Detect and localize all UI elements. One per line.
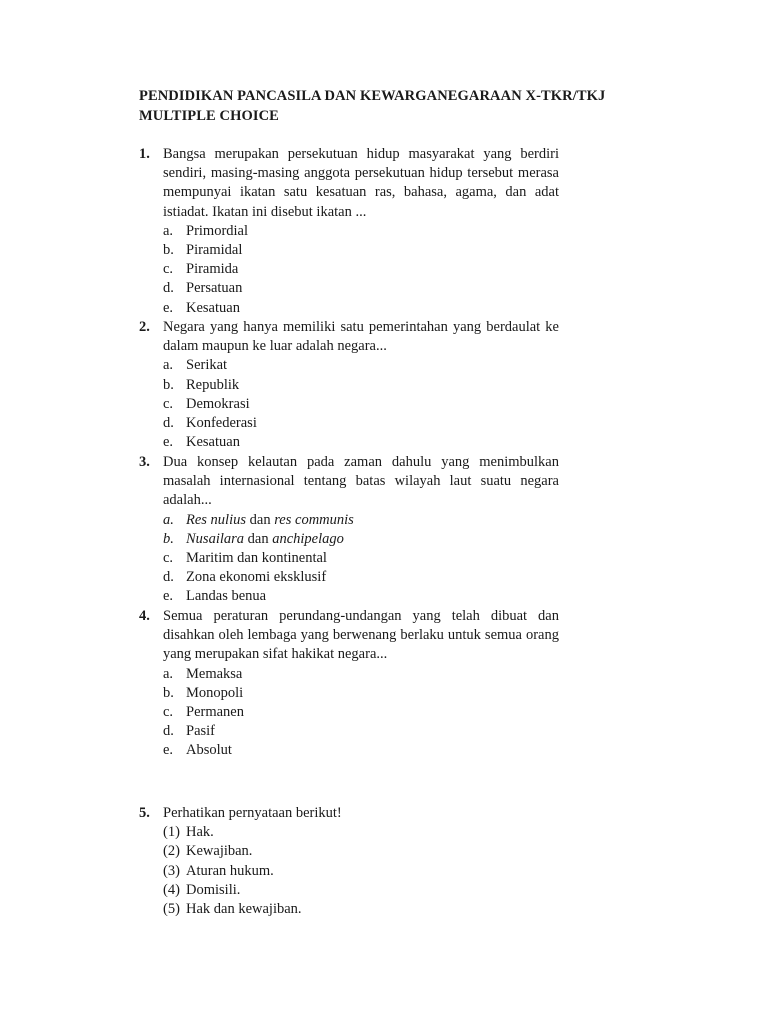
- option-c: [139, 260, 559, 279]
- option-text: Konfederasi: [186, 414, 257, 431]
- option-letter: c.: [163, 261, 174, 278]
- option-text: Landas benua: [186, 588, 267, 605]
- document-title: [139, 86, 659, 126]
- option-c: [139, 395, 559, 414]
- option-text: Persatuan: [186, 280, 243, 297]
- option-letter: e.: [163, 742, 174, 759]
- option-d: [139, 279, 559, 298]
- option-b: [139, 241, 559, 260]
- statement-text: Aturan hukum.: [186, 862, 274, 879]
- statement-1: [139, 823, 559, 842]
- statement-4: [139, 881, 559, 900]
- option-letter: b.: [163, 376, 174, 393]
- statement-text: Hak.: [186, 824, 214, 841]
- option-letter: a.: [163, 511, 174, 528]
- option-letter: d.: [163, 280, 174, 297]
- option-text: Primordial: [186, 222, 249, 239]
- statement-text: Kewajiban.: [186, 843, 253, 860]
- statement-2: [139, 842, 559, 861]
- question-number: 3.: [139, 454, 150, 470]
- option-text: Republik: [186, 376, 240, 393]
- statement-text: Hak dan kewajiban.: [186, 900, 302, 917]
- option-list: [139, 665, 559, 761]
- question-2: [139, 318, 559, 452]
- option-text: Permanen: [186, 703, 244, 720]
- option-b: [139, 684, 559, 703]
- option-text: Absolut: [186, 742, 232, 759]
- option-letter: d.: [163, 569, 174, 586]
- option-text: Zona ekonomi eksklusif: [186, 569, 327, 586]
- question-text: Semua peraturan perundang-undangan yang telah dibuat dan disahkan oleh lembaga yang berwenang berlaku untuk semua orang yang merupakan sifat hakikat negara...: [163, 608, 559, 663]
- option-text: Pasif: [186, 723, 215, 740]
- option-list: [139, 511, 559, 607]
- statement-text: Domisili.: [186, 881, 241, 898]
- option-a: [139, 665, 559, 684]
- question-number: 4.: [139, 608, 150, 624]
- option-d: [139, 568, 559, 587]
- option-e: [139, 433, 559, 452]
- question-text: Negara yang hanya memiliki satu pemerintahan yang berdaulat ke dalam maupun ke luar adalah negara...: [163, 319, 559, 355]
- question-number: 2.: [139, 319, 150, 335]
- option-b: [139, 376, 559, 395]
- option-list: [139, 222, 559, 318]
- option-letter: e.: [163, 588, 174, 605]
- option-text: Monopoli: [186, 684, 244, 701]
- option-d: [139, 722, 559, 741]
- option-letter: b.: [163, 242, 174, 258]
- statement-number: (1): [163, 824, 180, 841]
- option-a: [139, 511, 559, 530]
- title-line-1: PENDIDIKAN PANCASILA DAN KEWARGANEGARAAN X-TKR/TKJ: [139, 88, 606, 104]
- question-number: 5.: [139, 805, 150, 821]
- option-letter: b.: [163, 684, 174, 701]
- option-text: Demokrasi: [186, 395, 250, 412]
- option-a: [139, 222, 559, 241]
- option-a: [139, 356, 559, 375]
- question-4: [139, 607, 559, 761]
- option-c: [139, 549, 559, 568]
- option-text: Kesatuan: [186, 299, 240, 316]
- option-letter: e.: [163, 434, 174, 451]
- option-letter: c.: [163, 395, 174, 412]
- statement-number: (5): [163, 900, 180, 917]
- option-letter: a.: [163, 665, 174, 682]
- option-text: Piramidal: [186, 242, 243, 258]
- option-list: [139, 356, 559, 452]
- option-text: Res nulius dan res communis: [186, 511, 354, 528]
- option-letter: a.: [163, 357, 174, 374]
- option-text: Serikat: [186, 357, 228, 374]
- option-letter: d.: [163, 723, 174, 740]
- statement-number: (3): [163, 862, 180, 879]
- option-letter: c.: [163, 549, 174, 566]
- question-text: Bangsa merupakan persekutuan hidup masyarakat yang berdiri sendiri, masing-masing anggota persekutuan hidup tersebut merasa mempunyai ikatan satu kesatuan ras, bahasa, agama, dan adat istiadat. Ikatan ini disebut ikatan ...: [163, 146, 559, 220]
- option-d: [139, 414, 559, 433]
- option-e: [139, 587, 559, 606]
- statement-3: [139, 862, 559, 881]
- option-c: [139, 703, 559, 722]
- statement-number: (2): [163, 843, 180, 860]
- option-letter: e.: [163, 299, 174, 316]
- option-letter: b.: [163, 530, 174, 547]
- statement-number: (4): [163, 881, 180, 898]
- question-5: [139, 804, 559, 919]
- option-text: Nusailara dan anchipelago: [186, 530, 344, 547]
- question-1: [139, 145, 559, 318]
- question-number: 1.: [139, 146, 150, 162]
- option-text: Piramida: [186, 261, 239, 278]
- option-b: [139, 530, 559, 549]
- question-text: Dua konsep kelautan pada zaman dahulu yang menimbulkan masalah internasional tentang batas wilayah laut suatu negara adalah...: [163, 454, 559, 509]
- option-text: Kesatuan: [186, 434, 240, 451]
- title-line-2: MULTIPLE CHOICE: [139, 108, 279, 124]
- option-letter: a.: [163, 222, 174, 239]
- question-text: Perhatikan pernyataan berikut!: [163, 805, 342, 821]
- option-text: Maritim dan kontinental: [186, 549, 327, 566]
- question-3: [139, 453, 559, 607]
- option-e: [139, 299, 559, 318]
- statement-list: [139, 823, 559, 919]
- option-e: [139, 741, 559, 760]
- option-text: Memaksa: [186, 665, 243, 682]
- statement-5: [139, 900, 559, 919]
- option-letter: d.: [163, 414, 174, 431]
- option-letter: c.: [163, 703, 174, 720]
